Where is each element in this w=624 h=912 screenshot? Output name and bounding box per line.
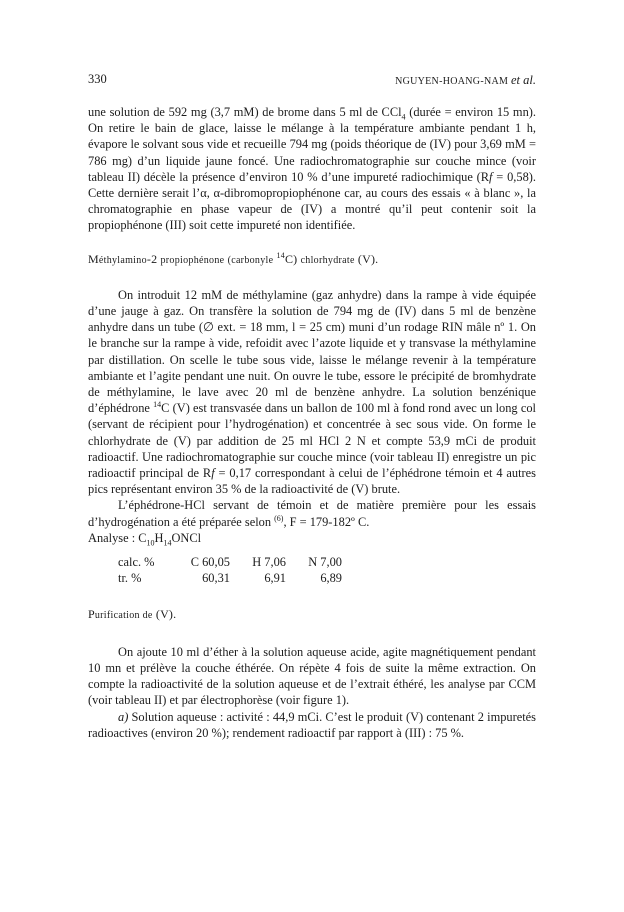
nitrogen-value: 6,89	[320, 571, 342, 586]
body-text	[88, 104, 536, 741]
nitrogen-value: N 7,00	[308, 555, 342, 570]
paragraph-extraction: On ajoute 10 ml d’éther à la solution aqueuse acide, agite magnétiquement pendant 10 mn et prélève la couche éthérée. On répète 4 fois de suite la même extraction. On compte la radioactivité de la solution aqueuse et de l’extrait éthéré, les analyse par CCM (voir tableau II) et par électrophorèse (voir figure 1).	[88, 644, 536, 708]
paragraph-bromination	[88, 104, 536, 234]
text-run: , F = 179-182º C.	[283, 514, 370, 529]
analysis-formula	[88, 530, 536, 546]
running-header	[88, 72, 536, 88]
text-run: H	[154, 530, 164, 545]
text-run: Solution aqueuse : activité : 44,9 mCi. C’est le produit (V) contenant 2 impuretés radioactives (environ 20 %); rendement radioactif par rapport à (III) : 75 %.	[88, 709, 536, 740]
section-heading-methylamino	[88, 251, 536, 269]
heading-smallcaps: éthylamino	[98, 254, 147, 266]
paragraph-aqueous-solution	[88, 709, 536, 741]
analysis-table	[118, 554, 342, 586]
text-run: Analyse : C	[88, 530, 147, 545]
row-label: calc. %	[118, 555, 155, 570]
heading-smallcaps: propiophénone	[160, 254, 225, 266]
isotope-superscript: 14	[276, 250, 285, 260]
heading-initial: P	[88, 607, 95, 622]
text-run: On introduit 12 mM de méthylamine (gaz anhydre) dans la rampe à vide équipée d’une jauge à gaz. On transfère la solution de 794 mg de (IV) dans 5 ml de benzène anhydre dans un tube (∅ ext. = 18 mm, l = 25 cm) muni d’un rodage RIN mâle nº 1. On le branche sur la rampe à vide, refoidit avec l’azote liquide et y transvase la méthylamine par distillation. On scelle le tube sous vide, laisse le mélange revenir à la température ambiante et l’agite pendant une nuit. On ouvre le tube, essore le précipité de bromhydrate de méthylamine, le lave avec 20 ml de benzène anhydre. La solution benzénique d’éphédrone	[88, 287, 536, 416]
section-heading-purification	[88, 606, 536, 624]
table-row	[118, 570, 342, 586]
heading-initial: M	[88, 251, 99, 266]
table-row	[118, 554, 342, 570]
running-author	[395, 73, 536, 88]
text-run: = 0,17 correspondant à celui de l’éphédrone témoin et 4 autres pics représentant environ 35 % de la radioactivité de (V) brute.	[88, 466, 537, 497]
heading-smallcaps: chlorhydrate	[300, 254, 355, 266]
heading-text: -2	[146, 251, 161, 266]
hydrogen-value: H 7,06	[252, 555, 286, 570]
text-run: ONCl	[171, 530, 202, 545]
carbon-value: C 60,05	[190, 555, 230, 570]
carbon-value: 60,31	[202, 571, 230, 586]
text-run: = 0,58). Cette dernière serait l’α, α-dibromopropiophénone car, au cours des essais « à blanc », la chromatographie en phase vapeur de (IV) a montré qu’il peut contenir soit la propiophénone (III) soit cette impureté non identifiée.	[88, 169, 537, 233]
heading-text: (V).	[152, 607, 177, 622]
subscript: 10	[146, 538, 155, 548]
reference-superscript: (6)	[274, 513, 284, 523]
isotope-superscript: 14	[153, 400, 162, 410]
hydrogen-value: 6,91	[264, 571, 286, 586]
heading-text: (V).	[354, 251, 379, 266]
page-number: 330	[88, 72, 107, 86]
heading-smallcaps: (carbonyle	[227, 254, 274, 266]
author-name: NGUYEN-HOANG-NAM	[395, 76, 509, 87]
list-marker: a)	[118, 709, 129, 724]
heading-smallcaps: urification de	[94, 610, 153, 622]
text-run: une solution de 592 mg (3,7 mM) de brome dans 5 ml de CCl	[88, 105, 402, 119]
text-run: L’éphédrone-HCl servant de témoin et de matière première pour les essais d’hydrogénation a été préparée selon	[88, 498, 536, 529]
text-run: (durée = environ 15 mn). On retire le bain de glace, laisse le mélange à la température ambiante pendant 1 h, évapore le solvant sous vide et recueille 794 mg (poids théorique de (IV) pour 3,69 mM = 786 mg) d’un liquide jaune foncé. Une radiochromatographie sur couche mince (voir tableau II) décèle la présence d’environ 10 % d’une impureté radiochimique (R	[88, 105, 536, 184]
italic-f: f	[211, 466, 215, 481]
subscript: 4	[401, 112, 406, 122]
subscript: 14	[163, 538, 172, 548]
paragraph-methylamine	[88, 287, 536, 498]
et-al: et al.	[511, 73, 536, 87]
row-label: tr. %	[118, 571, 142, 586]
text-run: C (V) est transvasée dans un ballon de 100 ml à fond rond avec un long col (servant de récipient pour l’hydrogénation) et concentrée à sec sous vide. On forme le chlorhydrate de (V) par addition de 25 ml HCl 2 N et compte 53,9 mCi de produit radioactif. Une radiochromatographie sur couche mince (voir tableau II) enregistre un pic radioactif principal de R	[88, 401, 536, 481]
italic-f: f	[489, 169, 493, 184]
paragraph-ephedrone-reference	[88, 497, 536, 529]
heading-text: C)	[284, 251, 301, 266]
